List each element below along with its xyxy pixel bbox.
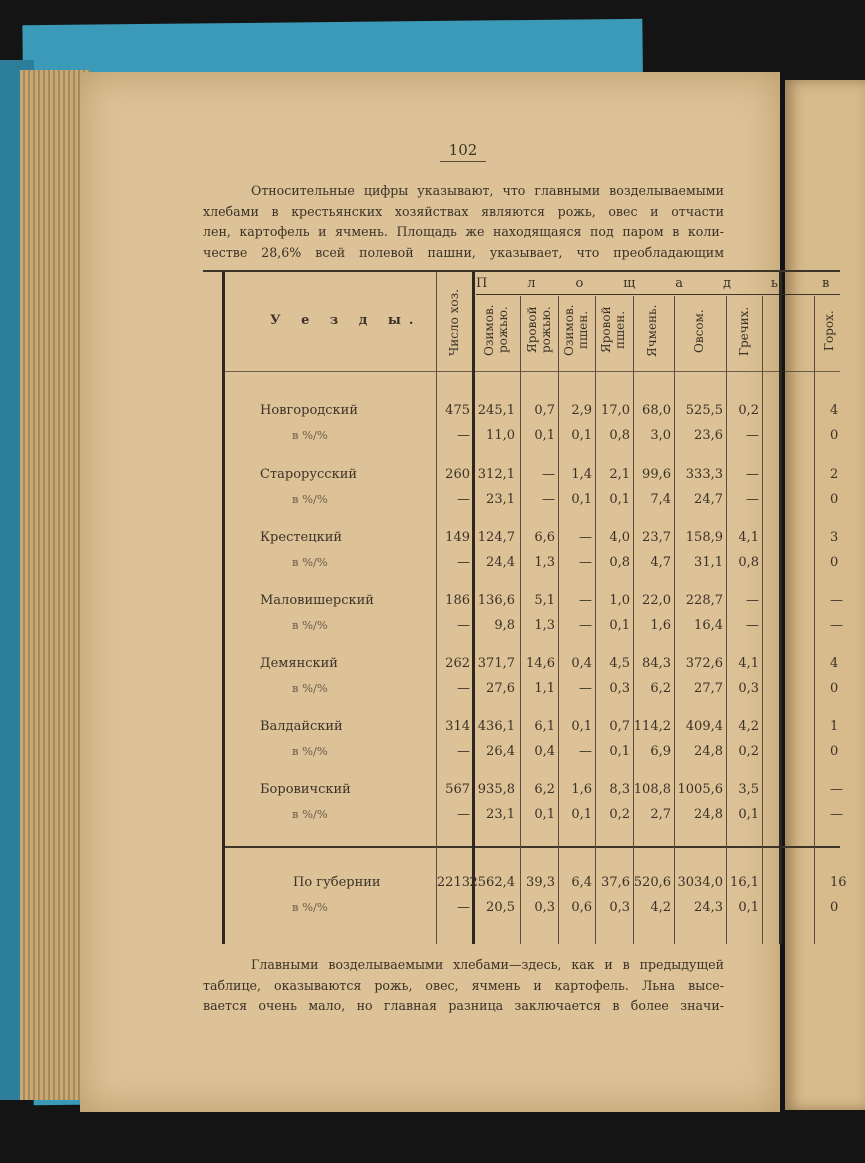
group-header-area: П л о щ а д ь [476, 276, 778, 291]
value-cell: 525,5 [685, 403, 723, 418]
value-cell: 136,6 [477, 593, 515, 608]
value-cell: 5,1 [534, 593, 555, 608]
page-gutter-divider [779, 272, 782, 944]
percent-label: в %/% [292, 492, 328, 506]
percent-cell: 0,1 [534, 428, 555, 443]
percent-cell: 9,8 [494, 618, 515, 633]
value-cell: 4,0 [609, 530, 630, 545]
value-cell: 23,7 [642, 530, 671, 545]
value-cell: 14,6 [526, 656, 555, 671]
percent-cell: 0,6 [571, 900, 592, 915]
intro-line: лен, картофель и ячмень. Площадь же находящаяся под паром в коли- [203, 224, 724, 239]
header-bottom-rule [225, 371, 840, 372]
percent-cell: — [457, 428, 470, 443]
value-cell: 1,0 [609, 593, 630, 608]
percent-cell: — [579, 744, 592, 759]
col-divider [633, 296, 634, 944]
next-page-value: 0 [830, 744, 839, 759]
percent-cell: — [579, 681, 592, 696]
percent-cell: 0,1 [609, 492, 630, 507]
value-cell: — [579, 593, 592, 608]
value-cell: 1,6 [571, 782, 592, 797]
value-cell: 0,1 [571, 719, 592, 734]
value-cell: 409,4 [685, 719, 723, 734]
value-cell: 2213 [436, 875, 470, 890]
value-cell: 935,8 [477, 782, 515, 797]
percent-label: в %/% [292, 744, 328, 758]
percent-cell: 0,4 [534, 744, 555, 759]
percent-cell: 11,0 [486, 428, 515, 443]
district-name: Валдайский [260, 719, 343, 734]
col-divider [436, 272, 437, 944]
value-cell: 0,7 [534, 403, 555, 418]
percent-cell: 0,1 [534, 807, 555, 822]
percent-cell: 0,1 [738, 807, 759, 822]
percent-cell: 24,4 [486, 555, 515, 570]
percent-cell: — [579, 618, 592, 633]
col-header-oats: Овсом. [692, 309, 706, 353]
value-cell: 99,6 [642, 467, 671, 482]
district-name: Крестецкий [260, 530, 343, 545]
value-cell: 6,2 [534, 782, 555, 797]
stub-header: У е з д ы. [270, 313, 422, 328]
next-page-value: — [830, 593, 843, 608]
value-cell: 6,6 [534, 530, 555, 545]
value-cell: 1,4 [571, 467, 592, 482]
percent-cell: — [457, 492, 470, 507]
percent-cell: 23,6 [694, 428, 723, 443]
next-page-edge [785, 80, 865, 1110]
intro-line: хлебами в крестьянских хозяйствах являются рожь, овес и отчасти [203, 203, 724, 219]
value-cell: 475 [445, 403, 470, 418]
percent-cell: 0,8 [738, 555, 759, 570]
value-cell: 6,1 [534, 719, 555, 734]
percent-cell: 1,3 [534, 618, 555, 633]
value-cell: 37,6 [601, 875, 630, 890]
value-cell: 186 [445, 593, 470, 608]
next-page-value: 0 [830, 681, 839, 696]
outro-paragraph [203, 955, 724, 1017]
percent-cell: 0,1 [571, 492, 592, 507]
percent-cell: 0,2 [738, 744, 759, 759]
value-cell: 312,1 [477, 467, 515, 482]
percent-label: в %/% [292, 618, 328, 632]
outro-line: таблице, оказываются рожь, овес, ячмень и картофель. Льна высе- [203, 977, 724, 993]
col-header-households: Число хоз. [447, 288, 461, 356]
col-divider [558, 296, 559, 944]
percent-cell: 2,7 [650, 807, 671, 822]
value-cell: 0,4 [571, 656, 592, 671]
percent-cell: — [746, 428, 759, 443]
value-cell: 314 [445, 719, 470, 734]
next-page-value: 2 [830, 467, 839, 482]
value-cell: 8,3 [609, 782, 630, 797]
value-cell: 4,2 [738, 719, 759, 734]
percent-cell: — [746, 618, 759, 633]
percent-cell: 3,0 [650, 428, 671, 443]
percent-cell: 0,1 [609, 744, 630, 759]
value-cell: 1005,6 [677, 782, 723, 797]
next-page-value: 0 [830, 555, 839, 570]
next-page-value: 0 [830, 900, 839, 915]
col-header-winter-rye: Озимов. рожью. [482, 304, 510, 356]
percent-cell: 20,5 [486, 900, 515, 915]
percent-cell: — [457, 744, 470, 759]
percent-cell: 1,6 [650, 618, 671, 633]
percent-cell: — [457, 900, 470, 915]
col-divider [595, 296, 596, 944]
col-divider [814, 296, 815, 944]
value-cell: 262 [445, 656, 470, 671]
percent-cell: 0,1 [571, 428, 592, 443]
value-cell: 114,2 [633, 719, 671, 734]
value-cell: 2,1 [609, 467, 630, 482]
value-cell: 3,5 [738, 782, 759, 797]
percent-cell: 0,1 [571, 807, 592, 822]
percent-cell: 27,7 [694, 681, 723, 696]
intro-line: Относительные цифры указывают, что главными возделываемыми [251, 183, 724, 198]
outro-line: Главными возделываемыми хлебами—здесь, как и в предыдущей [251, 957, 724, 972]
percent-cell: 0,3 [609, 900, 630, 915]
next-page-value: 16 [830, 875, 847, 890]
value-cell: 16,1 [730, 875, 759, 890]
value-cell: 4,1 [738, 530, 759, 545]
col-header-spring-wheat: Яровой пшен. [599, 306, 627, 354]
percent-cell: 1,3 [534, 555, 555, 570]
next-page-value: — [830, 807, 843, 822]
next-page-value: 0 [830, 492, 839, 507]
percent-label: в %/% [292, 428, 328, 442]
value-cell: 333,3 [685, 467, 723, 482]
total-label: По губернии [293, 875, 381, 890]
value-cell: 124,7 [477, 530, 515, 545]
percent-cell: 0,8 [609, 428, 630, 443]
col-divider [674, 296, 675, 944]
col-divider [726, 296, 727, 944]
percent-cell: 6,9 [650, 744, 671, 759]
percent-label: в %/% [292, 555, 328, 569]
next-page-value: 3 [830, 530, 839, 545]
value-cell: 4,1 [738, 656, 759, 671]
percent-cell: 0,3 [534, 900, 555, 915]
table-left-border [222, 272, 225, 944]
percent-cell: 7,4 [650, 492, 671, 507]
col-divider [762, 296, 763, 944]
next-page-value: 4 [830, 403, 839, 418]
col-header-buckwheat: Гречих. [737, 306, 751, 356]
next-page-value: — [830, 782, 843, 797]
percent-cell: — [579, 555, 592, 570]
value-cell: — [579, 530, 592, 545]
value-cell: 149 [445, 530, 470, 545]
value-cell: 3034,0 [677, 875, 723, 890]
total-rule [225, 846, 840, 848]
value-cell: 228,7 [685, 593, 723, 608]
col-divider-thick [472, 272, 475, 944]
value-cell: 4,5 [609, 656, 630, 671]
percent-cell: 16,4 [694, 618, 723, 633]
district-name: Демянский [260, 656, 338, 671]
next-page-value: 1 [830, 719, 839, 734]
value-cell: 17,0 [601, 403, 630, 418]
district-name: Боровичский [260, 782, 351, 797]
value-cell: 6,4 [571, 875, 592, 890]
percent-cell: 1,1 [534, 681, 555, 696]
percent-cell: 26,4 [486, 744, 515, 759]
percent-cell: — [457, 807, 470, 822]
percent-cell: 4,2 [650, 900, 671, 915]
value-cell: 0,7 [609, 719, 630, 734]
intro-line: честве 28,6% всей полевой пашни, указывает, что преобладающим [203, 244, 724, 260]
percent-cell: 23,1 [486, 492, 515, 507]
percent-cell: 24,8 [694, 807, 723, 822]
table-top-rule [203, 270, 840, 272]
percent-cell: 0,3 [609, 681, 630, 696]
percent-cell: 0,3 [738, 681, 759, 696]
value-cell: — [746, 467, 759, 482]
percent-cell: — [746, 492, 759, 507]
percent-cell: 27,6 [486, 681, 515, 696]
percent-cell: — [457, 681, 470, 696]
value-cell: 567 [445, 782, 470, 797]
intro-paragraph [203, 181, 724, 263]
percent-label: в %/% [292, 900, 328, 914]
district-name: Новгородский [260, 403, 359, 418]
percent-cell: 24,8 [694, 744, 723, 759]
value-cell: 108,8 [633, 782, 671, 797]
value-cell: 372,6 [685, 656, 723, 671]
value-cell: 245,1 [477, 403, 515, 418]
percent-cell: — [457, 618, 470, 633]
col-header-barley: Ячмень. [645, 304, 659, 358]
col-header-winter-wheat: Озимов. пшен. [562, 304, 590, 356]
value-cell: 22,0 [642, 593, 671, 608]
value-cell: 436,1 [477, 719, 515, 734]
percent-cell: 6,2 [650, 681, 671, 696]
value-cell: 68,0 [642, 403, 671, 418]
next-page-value: 0 [830, 428, 839, 443]
district-name: Старорусский [260, 467, 358, 482]
percent-cell: 24,7 [694, 492, 723, 507]
col-header-peas: Горох. [822, 310, 836, 352]
percent-cell: — [457, 555, 470, 570]
value-cell: 2562,4 [469, 875, 515, 890]
col-divider [520, 296, 521, 944]
value-cell: — [746, 593, 759, 608]
percent-label: в %/% [292, 681, 328, 695]
percent-cell: 0,1 [609, 618, 630, 633]
percent-cell: 23,1 [486, 807, 515, 822]
value-cell: 260 [445, 467, 470, 482]
next-page-value: — [830, 618, 843, 633]
next-page-group-header: в [822, 276, 830, 291]
col-header-spring-rye: Яровой рожью. [525, 306, 553, 354]
percent-cell: 24,3 [694, 900, 723, 915]
next-page-value: 4 [830, 656, 839, 671]
group-header-rule [476, 294, 840, 295]
outro-line: вается очень мало, но главная разница заключается в более значи- [203, 998, 724, 1013]
value-cell: — [542, 467, 555, 482]
value-cell: 0,2 [738, 403, 759, 418]
value-cell: 371,7 [477, 656, 515, 671]
page-number: 102 [440, 141, 486, 162]
value-cell: 520,6 [633, 875, 671, 890]
percent-cell: 4,7 [650, 555, 671, 570]
value-cell: 84,3 [642, 656, 671, 671]
percent-cell: 0,1 [738, 900, 759, 915]
percent-cell: 0,8 [609, 555, 630, 570]
value-cell: 158,9 [685, 530, 723, 545]
percent-cell: 31,1 [694, 555, 723, 570]
percent-cell: 0,2 [609, 807, 630, 822]
percent-label: в %/% [292, 807, 328, 821]
value-cell: 39,3 [526, 875, 555, 890]
value-cell: 2,9 [571, 403, 592, 418]
district-name: Маловишерский [260, 593, 374, 608]
percent-cell: — [542, 492, 555, 507]
